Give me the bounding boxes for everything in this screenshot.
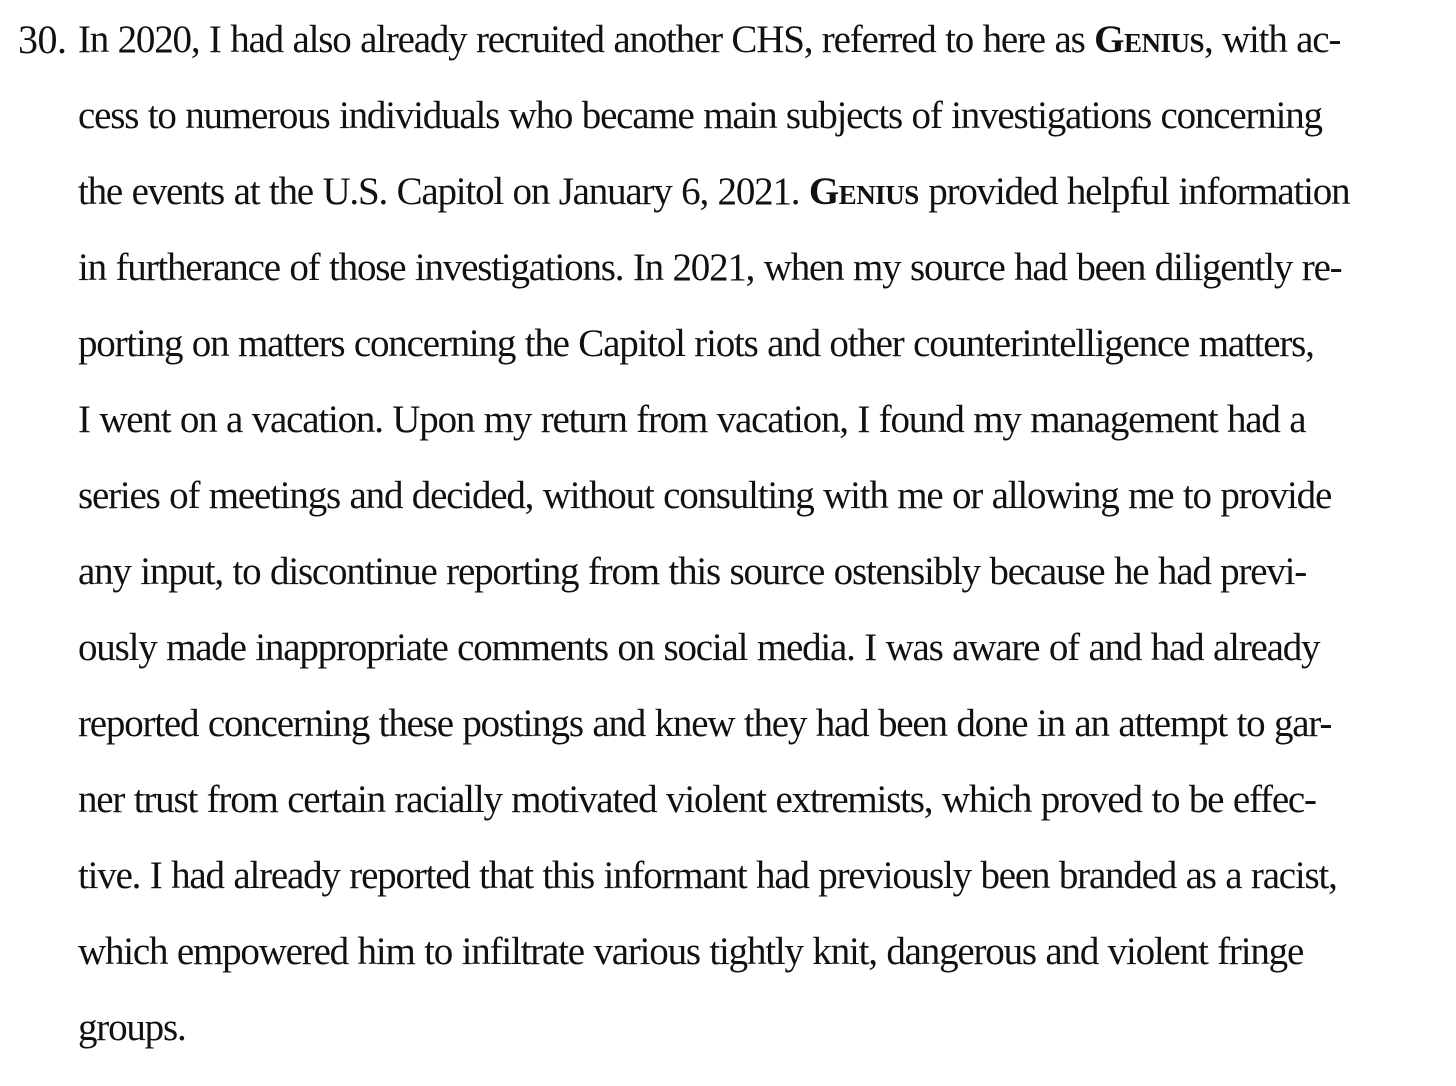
text-line: [78, 394, 1349, 470]
line-text: groups.: [78, 1006, 186, 1049]
text-line: [78, 698, 1349, 774]
text-line: [78, 1002, 1349, 1078]
line-text: in furtherance of those investigations. In 2021, when my source had been diligently re-: [78, 246, 1342, 289]
source-name: Genius: [808, 170, 919, 213]
paragraph-lines: [78, 14, 1349, 1078]
text-line: [78, 774, 1349, 850]
text-line: [78, 90, 1349, 166]
text-line: [78, 546, 1349, 622]
line-text: tive. I had already reported that this informant had previously been branded as a racist,: [78, 854, 1337, 897]
line-text: any input, to discontinue reporting from this source ostensibly because he had previ-: [78, 550, 1307, 593]
text-line: [78, 850, 1349, 926]
line-text: , with ac-: [1203, 18, 1341, 61]
line-text: provided helpful information: [918, 170, 1350, 213]
text-line: [78, 166, 1349, 242]
line-text: In 2020, I had also already recruited another CHS, referred to here as: [78, 18, 1095, 61]
line-text: which empowered him to infiltrate various tightly knit, dangerous and violent fringe: [78, 930, 1304, 973]
text-line: [78, 622, 1349, 698]
text-line: [78, 926, 1349, 1002]
line-text: cess to numerous individuals who became main subjects of investigations concerning: [78, 94, 1322, 137]
source-name: Genius: [1094, 18, 1204, 61]
paragraph-number: 30.: [18, 17, 67, 62]
line-text: ner trust from certain racially motivated violent extremists, which proved to be effec-: [78, 778, 1316, 821]
text-line: [78, 318, 1349, 394]
line-text: reported concerning these postings and knew they had been done in an attempt to gar-: [78, 702, 1332, 745]
line-text: I went on a vacation. Upon my return from vacation, I found my management had a: [78, 398, 1306, 441]
text-line: [78, 242, 1349, 318]
line-text: ously made inappropriate comments on social media. I was aware of and had already: [78, 626, 1320, 669]
text-line: [78, 14, 1349, 90]
line-text: the events at the U.S. Capitol on January 6, 2021.: [78, 170, 809, 213]
line-text: porting on matters concerning the Capitol riots and other counterintelligence matters,: [78, 322, 1314, 365]
text-line: [78, 470, 1349, 546]
line-text: series of meetings and decided, without consulting with me or allowing me to provide: [78, 474, 1332, 517]
